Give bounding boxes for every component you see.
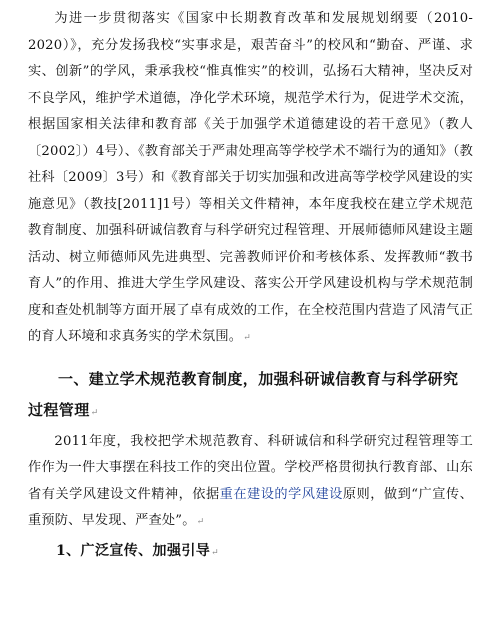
section-1-paragraph [28,429,473,536]
intro-paragraph [28,6,473,352]
paragraph-mark-icon: ↵ [196,517,205,527]
section-1-paragraph-text-before: 2011年度，我校把学术规范教育、科研诚信和科学研究过程管理等工作作为一件大事摆在科技工作的突出位置。学校严格贯彻执行教育部、山东省有关学风建设文件精神，依据 [28,433,473,502]
section-1-paragraph-text-after: 原则，做到“广宣传、重预防、早发现、严查处”。 [28,486,473,528]
intro-paragraph-text: 为进一步贯彻落实《国家中长期教育改革和发展规划纲要（2010-2020）》，充分发扬我校“实事求是，艰苦奋斗”的校风和“勤奋、严谨、求实、创新”的学风，秉承我校“惟真惟实”的校训，弘扬石大精神，坚决反对不良学风，维护学术道德，净化学术环境，规范学术行为，促进学术交流，根据国家相关法律和教育部《关于加强学术道德建设的若干意见》（教人〔2002〕）4号）、《教育部关于严肃处理高等学校学术不端行为的通知》（教社科〔2009〕3号）和《教育部关于切实加强和改进高等学校学风建设的实施意见》（教技[2011]1号）等相关文件精神，本年度我校在建立学术规范教育制度、加强科研诚信教育与科学研究过程管理、开展师德师风建设主题活动、树立师德师风先进典型、完善教师评价和考核体系、发挥教师“教书育人”的作用、推进大学生学风建设、落实公开学风建设机构与学术规范制度和查处机制等方面开展了卓有成效的工作，在全校范围内营造了风清气正的育人环境和求真务实的学术氛围。 [28,11,473,344]
highlighted-link-text[interactable]: 重在建设的学风建设 [219,486,343,502]
section-heading-1-text: 一、建立学术规范教育制度，加强科研诚信教育与科学研究过程管理 [28,369,459,419]
sub-heading-1 [28,538,473,566]
sub-heading-1-text: 1、广泛宣传、加强引导 [56,542,211,559]
section-heading-1 [28,364,473,429]
paragraph-mark-icon: ↵ [90,407,99,418]
paragraph-mark-icon: ↵ [243,333,251,343]
paragraph-mark-icon: ↵ [211,547,220,558]
